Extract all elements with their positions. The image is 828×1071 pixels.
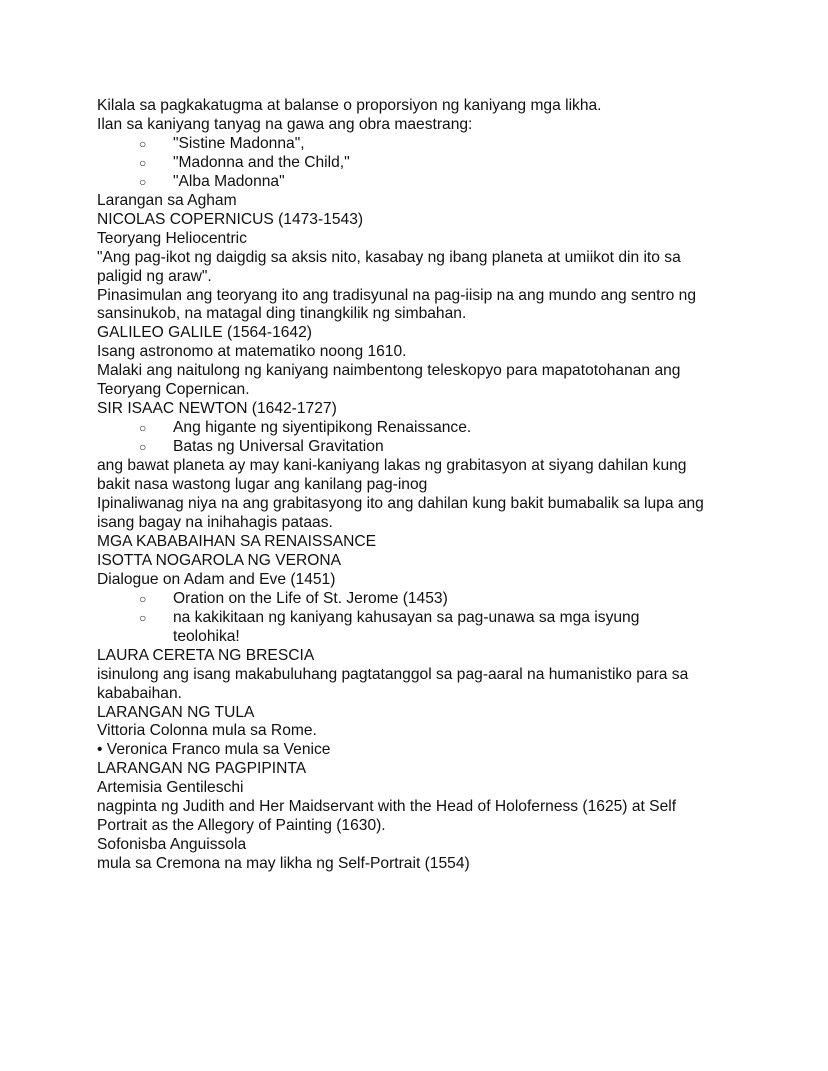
paragraph [97, 324, 757, 343]
text-line: Teoryang Heliocentric [97, 229, 247, 247]
text-line: Vittoria Colonna mula sa Rome. [97, 722, 317, 740]
paragraph [97, 647, 757, 666]
paragraph [97, 230, 757, 249]
text-line: "Madonna and the Child," [173, 153, 350, 171]
text-line: Oration on the Life of St. Jerome (1453) [173, 589, 448, 607]
paragraph [97, 855, 757, 874]
text-line: teolohika! [173, 627, 240, 645]
text-line: isang bagay na inihahagis pataas. [97, 513, 333, 531]
text-line: Batas ng Universal Gravitation [173, 438, 384, 456]
paragraph [97, 97, 757, 116]
text-line: mula sa Cremona na may likha ng Self-Portrait (1554) [97, 855, 470, 873]
hollow-bullet-icon: ○ [139, 174, 147, 189]
paragraph [97, 400, 757, 419]
list-item [97, 609, 757, 647]
text-line: NICOLAS COPERNICUS (1473-1543) [97, 210, 364, 228]
text-line: MGA KABABAIHAN SA RENAISSANCE [97, 532, 377, 550]
text-line: "Ang pag-ikot ng daigdig sa aksis nito, kasabay ng ibang planeta at umiikot din ito sa [97, 248, 681, 266]
hollow-bullet-icon: ○ [139, 440, 147, 455]
text-line: LAURA CERETA NG BRESCIA [97, 646, 315, 664]
text-line: paligid ng araw". [97, 267, 212, 285]
text-line: bakit nasa wastong lugar ang kanilang pag-inog [97, 476, 428, 494]
text-line: Ang higante ng siyentipikong Renaissance. [173, 419, 472, 437]
text-line: Kilala sa pagkakatugma at balanse o proporsiyon ng kaniyang mga likha. [97, 97, 602, 114]
text-line: Portrait as the Allegory of Painting (1630). [97, 817, 386, 835]
text-line: Larangan sa Agham [97, 191, 237, 209]
list-item [97, 154, 757, 173]
paragraph [97, 722, 757, 741]
hollow-bullet-icon: ○ [139, 136, 147, 151]
paragraph [97, 211, 757, 230]
text-line: ISOTTA NOGAROLA NG VERONA [97, 551, 342, 569]
paragraph [97, 533, 757, 552]
text-line: GALILEO GALILE (1564-1642) [97, 324, 312, 342]
list-item [97, 135, 757, 154]
hollow-bullet-icon: ○ [139, 591, 147, 606]
paragraph [97, 704, 757, 723]
text-line: Pinasimulan ang teoryang ito ang tradisyunal na pag-iisip na ang mundo ang sentro ng [97, 286, 697, 304]
paragraph [97, 666, 757, 704]
text-line: nagpinta ng Judith and Her Maidservant with the Head of Holoferness (1625) at Self [97, 798, 677, 816]
text-line: Ilan sa kaniyang tanyag na gawa ang obra maestrang: [97, 115, 473, 133]
list-item [97, 438, 757, 457]
paragraph [97, 116, 757, 135]
paragraph [97, 779, 757, 798]
paragraph [97, 457, 757, 495]
text-line: ang bawat planeta ay may kani-kaniyang lakas ng grabitasyon at siyang dahilan kung [97, 457, 687, 475]
paragraph [97, 552, 757, 571]
text-line: Teoryang Copernican. [97, 381, 250, 399]
hollow-bullet-icon: ○ [139, 155, 147, 170]
paragraph [97, 760, 757, 779]
text-line: isinulong ang isang makabuluhang pagtatanggol sa pag-aaral na humanistiko para sa [97, 665, 689, 683]
text-line: Ipinaliwanag niya na ang grabitasyong ito ang dahilan kung bakit bumabalik sa lupa ang [97, 495, 704, 513]
text-line: Artemisia Gentileschi [97, 779, 244, 797]
hollow-bullet-icon: ○ [139, 421, 147, 436]
paragraph [97, 343, 757, 362]
paragraph [97, 741, 757, 760]
paragraph [97, 287, 757, 325]
document-page [97, 97, 757, 874]
text-line: "Alba Madonna" [173, 172, 285, 190]
text-line: Isang astronomo at matematiko noong 1610. [97, 343, 407, 361]
text-line: Malaki ang naitulong ng kaniyang naimbentong teleskopyo para mapatotohanan ang [97, 362, 681, 380]
paragraph [97, 571, 757, 590]
list-item [97, 419, 757, 438]
text-line: Dialogue on Adam and Eve (1451) [97, 570, 336, 588]
text-line: na kakikitaan ng kaniyang kahusayan sa pag-unawa sa mga isyung [173, 608, 640, 626]
paragraph [97, 362, 757, 400]
text-line: • Veronica Franco mula sa Venice [97, 741, 331, 759]
text-line: LARANGAN NG TULA [97, 703, 255, 721]
text-line: LARANGAN NG PAGPIPINTA [97, 760, 307, 778]
text-line: SIR ISAAC NEWTON (1642-1727) [97, 400, 337, 418]
paragraph [97, 192, 757, 211]
paragraph [97, 495, 757, 533]
text-line: kababaihan. [97, 684, 182, 702]
text-line: sansinukob, na matagal ding tinangkilik ng simbahan. [97, 305, 467, 323]
paragraph [97, 836, 757, 855]
text-line: "Sistine Madonna", [173, 134, 305, 152]
list-item [97, 590, 757, 609]
paragraph [97, 249, 757, 287]
hollow-bullet-icon: ○ [139, 610, 147, 625]
paragraph [97, 798, 757, 836]
list-item [97, 173, 757, 192]
text-line: Sofonisba Anguissola [97, 836, 247, 854]
